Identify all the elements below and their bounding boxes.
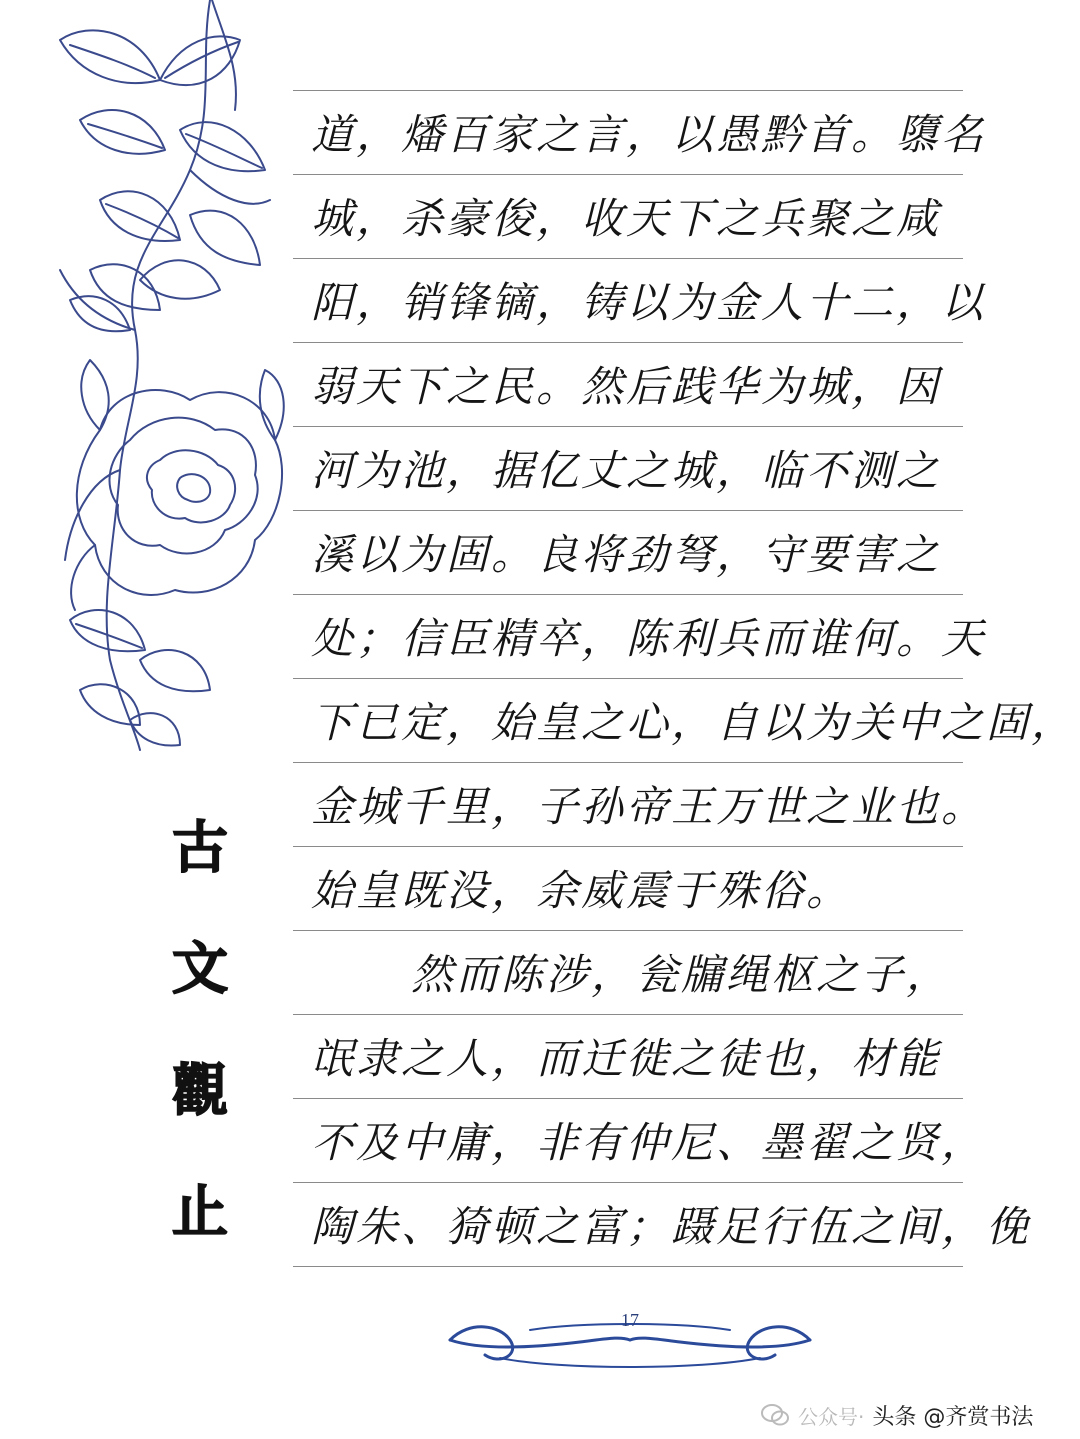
text-line: 河为池，据亿丈之城，临不测之 xyxy=(311,446,942,495)
text-line: 氓隶之人，而迁徙之徒也，材能 xyxy=(311,1034,942,1083)
watermark xyxy=(760,1400,1033,1430)
text-line: 下已定，始皇之心，自以为关中之固， xyxy=(311,698,1077,747)
text-line: 然而陈涉，瓮牖绳枢之子， xyxy=(411,950,952,999)
title-char-2: 文 xyxy=(172,936,228,1003)
rose-vine-illustration xyxy=(40,0,290,760)
floral-decoration xyxy=(40,0,290,760)
wechat-icon xyxy=(760,1403,790,1427)
text-line: 不及中庸，非有仲尼、墨翟之贤， xyxy=(311,1118,987,1167)
text-line: 城，杀豪俊，收天下之兵聚之咸 xyxy=(311,194,942,243)
title-char-4: 止 xyxy=(172,1178,228,1245)
text-line: 弱天下之民。然后践华为城，因 xyxy=(311,362,942,411)
vertical-book-title xyxy=(150,815,250,1245)
text-line: 金城千里，子孙帝王万世之业也。 xyxy=(311,782,987,831)
text-line: 陶朱、猗顿之富；蹑足行伍之间，俛 xyxy=(311,1202,1032,1251)
page-number: 17 xyxy=(621,1310,639,1330)
text-line: 阳，销锋镝，铸以为金人十二，以 xyxy=(311,278,987,327)
watermark-platform: 公众号· xyxy=(798,1404,865,1429)
text-line: 处；信臣精卒，陈利兵而谁何。天 xyxy=(311,614,987,663)
title-char-3: 觀 xyxy=(172,1057,228,1124)
text-line: 溪以为固。良将劲弩，守要害之 xyxy=(311,530,942,579)
text-line: 道，燔百家之言，以愚黔首。隳名 xyxy=(311,110,987,159)
ruled-line xyxy=(293,1266,963,1267)
calligraphy-text-area xyxy=(293,90,1077,1265)
title-char-1: 古 xyxy=(172,815,228,881)
watermark-text: 头条 @齐赏书法 xyxy=(872,1404,1034,1430)
text-line: 始皇既没，余威震于殊俗。 xyxy=(311,866,852,915)
